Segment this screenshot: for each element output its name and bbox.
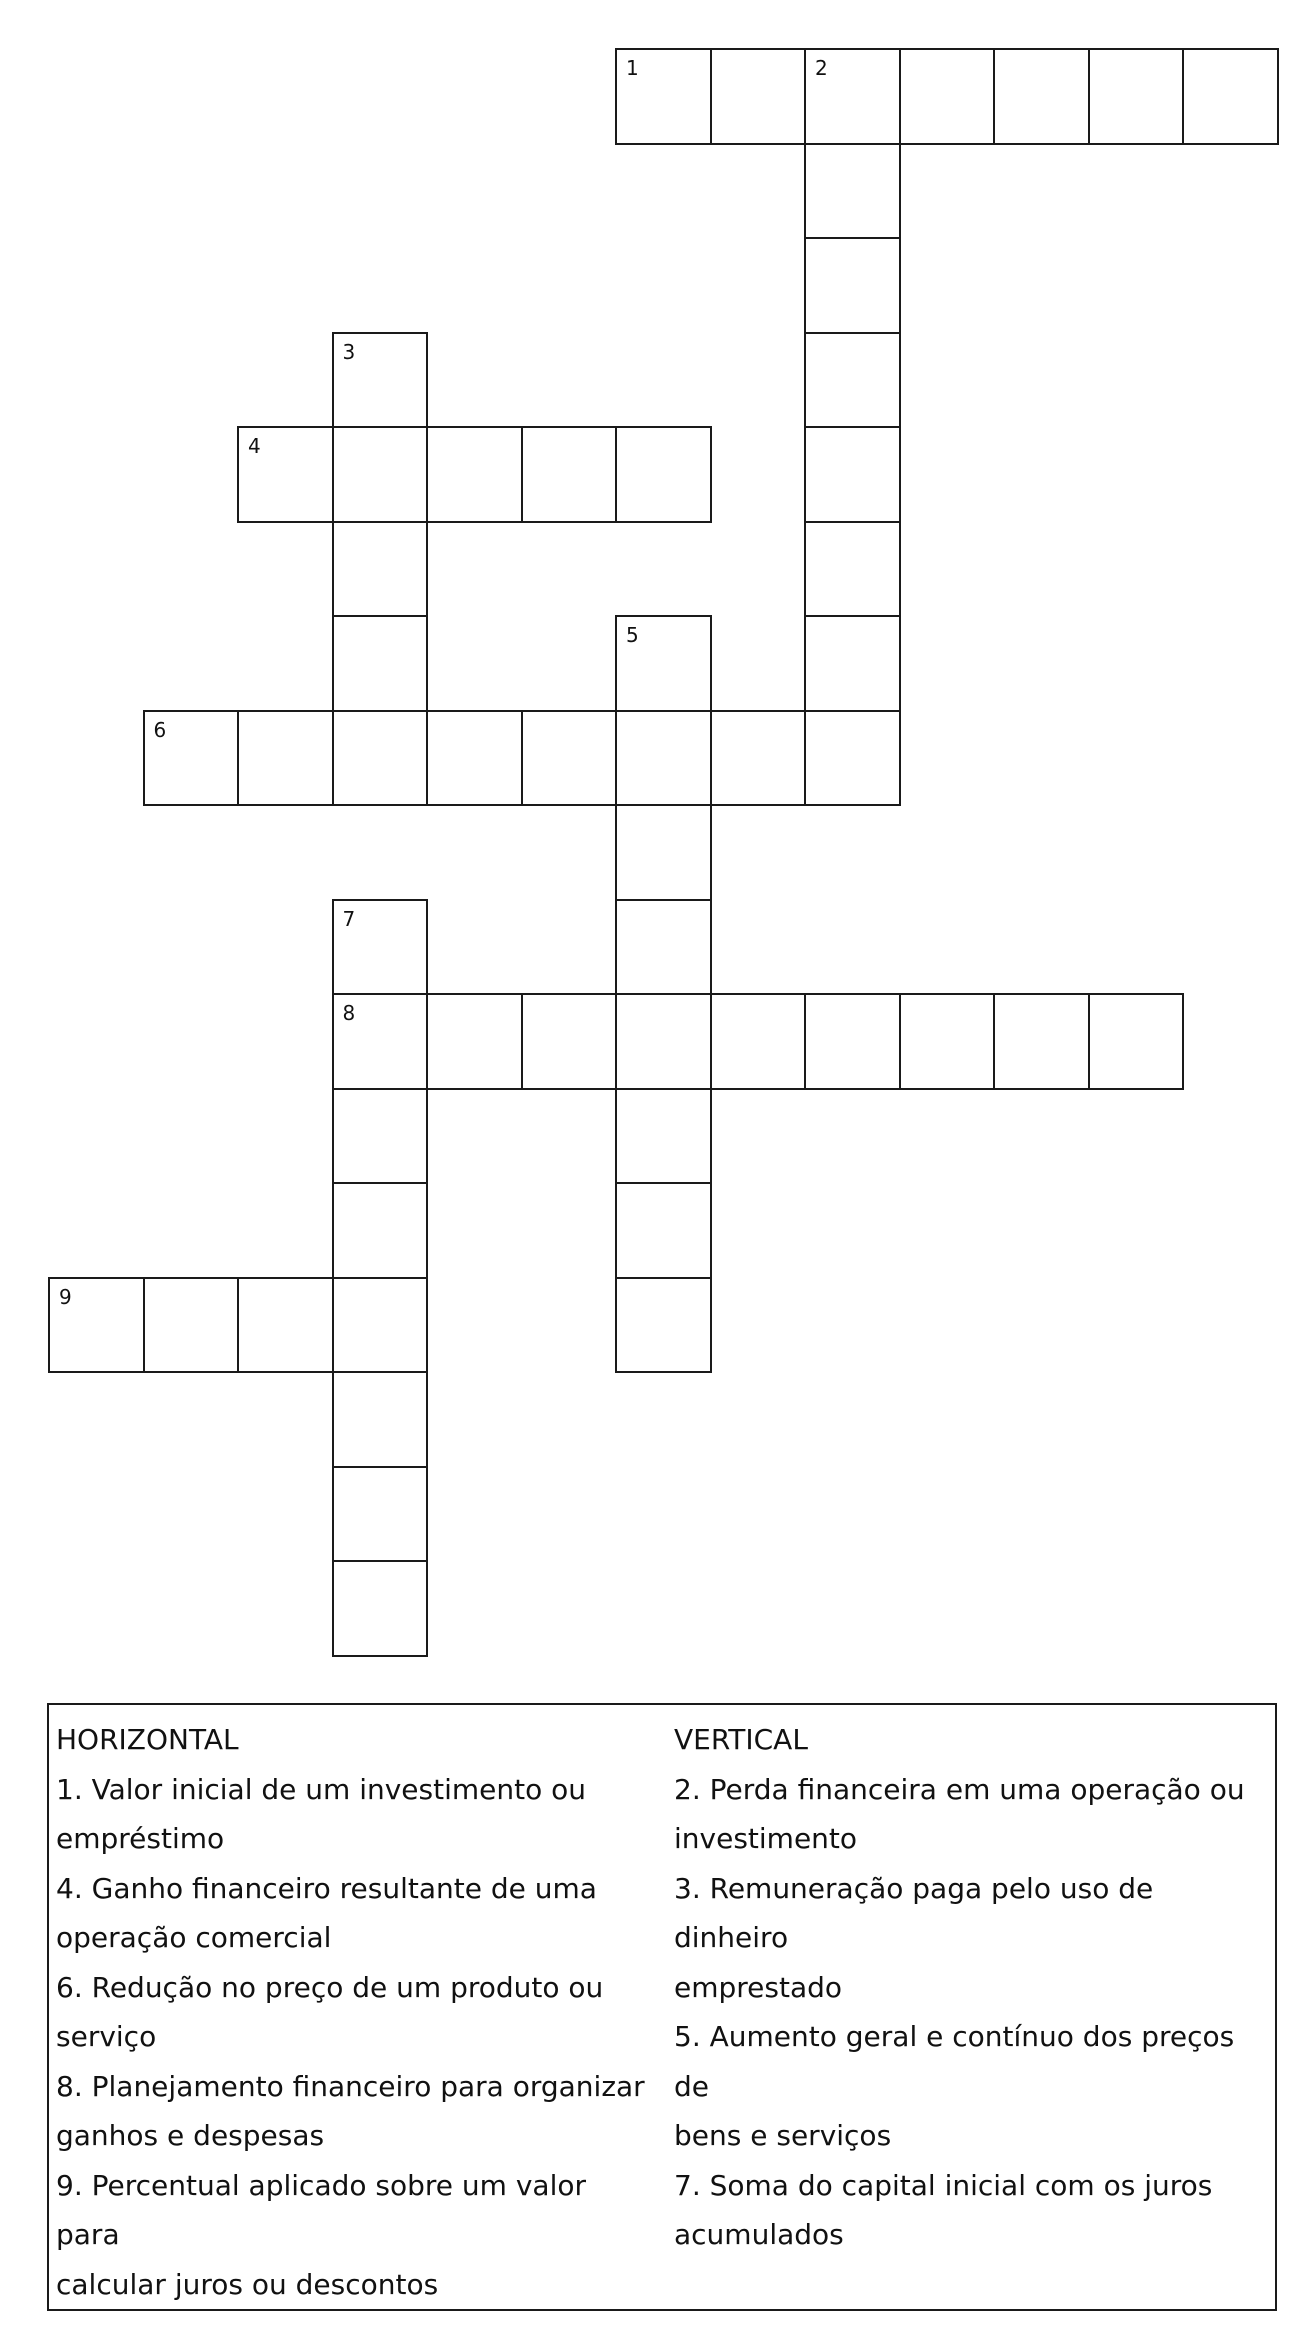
crossword-cell[interactable]: [1088, 48, 1185, 145]
crossword-cell[interactable]: [615, 899, 712, 996]
crossword-cell[interactable]: [332, 1371, 429, 1468]
crossword-cell[interactable]: [804, 426, 901, 523]
crossword-cell[interactable]: [237, 1277, 334, 1374]
crossword-cell[interactable]: [710, 993, 807, 1090]
crossword-cell[interactable]: [1088, 993, 1185, 1090]
crossword-cell[interactable]: [332, 710, 429, 807]
crossword-cell[interactable]: [521, 426, 618, 523]
crossword-cell[interactable]: [804, 48, 901, 145]
clue-number: 6: [153, 717, 167, 742]
clues-box: [47, 1703, 1277, 2311]
crossword-cell[interactable]: [899, 48, 996, 145]
crossword-cell[interactable]: [48, 1277, 145, 1374]
crossword-cell[interactable]: [332, 899, 429, 996]
crossword-cell[interactable]: [710, 48, 807, 145]
crossword-cell[interactable]: [332, 1560, 429, 1657]
crossword-cell[interactable]: [237, 426, 334, 523]
clue-line: serviço: [56, 2020, 157, 2053]
clue-line: 5. Aumento geral e contínuo dos preços de: [674, 2020, 1235, 2103]
crossword-cell[interactable]: [615, 1182, 712, 1279]
crossword-cell[interactable]: [993, 48, 1090, 145]
crossword-cell[interactable]: [332, 993, 429, 1090]
crossword-cell[interactable]: [804, 143, 901, 240]
clue-line: empréstimo: [56, 1822, 225, 1855]
clue-line: 4. Ganho financeiro resultante de uma: [56, 1871, 597, 1905]
crossword-cell[interactable]: [521, 993, 618, 1090]
clue-line: 2. Perda financeira em uma operação ou: [674, 1772, 1245, 1806]
clue-number: 1: [626, 56, 639, 80]
vertical-clues: [674, 1715, 1269, 2260]
crossword-cell[interactable]: [899, 993, 996, 1090]
clue-line: acumulados: [674, 2218, 844, 2251]
crossword-cell[interactable]: [332, 1182, 429, 1279]
crossword-cell[interactable]: [332, 332, 429, 429]
crossword-cell[interactable]: [426, 993, 523, 1090]
crossword-cell[interactable]: [615, 804, 712, 901]
clue-number: 7: [342, 906, 356, 931]
crossword-cell[interactable]: [332, 521, 429, 618]
clue-number: 4: [248, 434, 261, 458]
crossword-cell[interactable]: [615, 710, 712, 807]
crossword-cell[interactable]: [332, 1277, 429, 1374]
crossword-cell[interactable]: [521, 710, 618, 807]
clue-number: 5: [626, 623, 639, 647]
crossword-cell[interactable]: [804, 615, 901, 712]
crossword-cell[interactable]: [332, 1466, 429, 1563]
crossword-cell[interactable]: [804, 993, 901, 1090]
clue-line: emprestado: [674, 1970, 843, 2004]
crossword-cell[interactable]: [426, 710, 523, 807]
clue-line: investimento: [674, 1822, 858, 1855]
crossword-cell[interactable]: [426, 426, 523, 523]
clue-number: 3: [342, 339, 356, 364]
vertical-heading: VERTICAL: [674, 1723, 808, 1756]
crossword-cell[interactable]: [615, 426, 712, 523]
crossword-cell[interactable]: [804, 710, 901, 807]
crossword-cell[interactable]: [804, 521, 901, 618]
crossword-cell[interactable]: [332, 426, 429, 523]
crossword-cell[interactable]: [237, 710, 334, 807]
clue-line: ganhos e despesas: [56, 2119, 325, 2152]
crossword-cell[interactable]: [710, 710, 807, 807]
crossword-cell[interactable]: [615, 48, 712, 145]
crossword-cell[interactable]: [615, 993, 712, 1090]
clue-number: 8: [342, 1001, 356, 1025]
horizontal-clues: [56, 1715, 656, 2309]
crossword-cell[interactable]: [615, 1088, 712, 1185]
crossword-cell[interactable]: [143, 710, 240, 807]
clue-line: operação comercial: [56, 1921, 332, 1954]
clue-line: 9. Percentual aplicado sobre um valor para: [56, 2168, 586, 2251]
crossword-cell[interactable]: [1182, 48, 1279, 145]
crossword-cell[interactable]: [804, 237, 901, 334]
clue-line: 1. Valor inicial de um investimento ou: [56, 1772, 587, 1806]
clue-line: 6. Redução no preço de um produto ou: [56, 1970, 604, 2004]
crossword-cell[interactable]: [993, 993, 1090, 1090]
clue-line: calcular juros ou descontos: [56, 2267, 439, 2301]
clue-line: bens e serviços: [674, 2119, 892, 2152]
crossword-cell[interactable]: [804, 332, 901, 429]
clue-number: 2: [815, 56, 828, 80]
clue-line: 7. Soma do capital inicial com os juros: [674, 2168, 1213, 2202]
horizontal-heading: HORIZONTAL: [56, 1723, 239, 1756]
clue-line: 3. Remuneração paga pelo uso de dinheiro: [674, 1871, 1154, 1954]
crossword-cell[interactable]: [332, 615, 429, 712]
crossword-cell[interactable]: [615, 615, 712, 712]
crossword-cell[interactable]: [332, 1088, 429, 1185]
crossword-cell[interactable]: [143, 1277, 240, 1374]
clue-number: 9: [59, 1284, 72, 1309]
clue-line: 8. Planejamento financeiro para organizar: [56, 2069, 645, 2103]
crossword-cell[interactable]: [615, 1277, 712, 1374]
